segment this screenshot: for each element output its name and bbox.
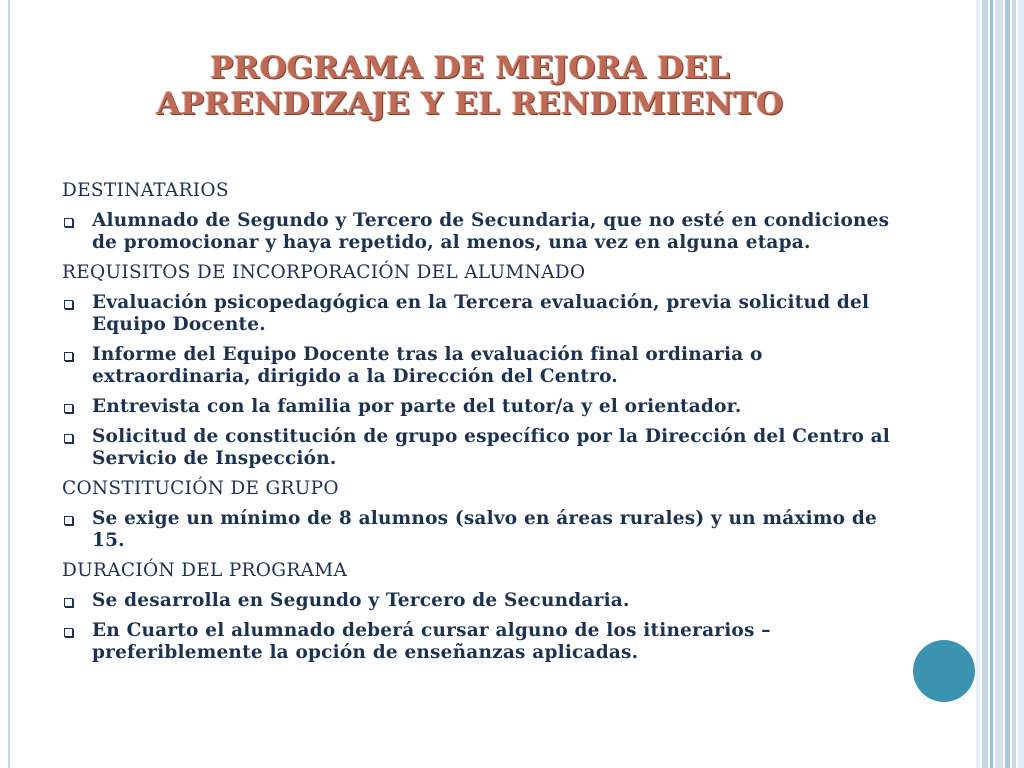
hollow-square-bullet-icon bbox=[64, 300, 73, 309]
title-line-1: PROGRAMA DE MEJORA DEL bbox=[210, 50, 730, 86]
bullet-item bbox=[62, 344, 912, 388]
stripe bbox=[1018, 0, 1024, 768]
section-requisitos bbox=[62, 262, 912, 470]
stripe bbox=[982, 0, 988, 768]
bullet-text: Se desarrolla en Segundo y Tercero de Secundaria. bbox=[92, 590, 630, 611]
bullet-text: Evaluación psicopedagógica en la Tercera evaluación, previa solicitud del Equipo Docente. bbox=[92, 292, 870, 335]
hollow-square-bullet-icon bbox=[64, 218, 73, 227]
bullet-item bbox=[62, 396, 912, 418]
blue-circle-decoration bbox=[913, 640, 975, 702]
hollow-square-bullet-icon bbox=[64, 598, 73, 607]
section-heading: CONSTITUCIÓN DE GRUPO bbox=[62, 478, 339, 499]
hollow-square-bullet-icon bbox=[64, 352, 73, 361]
bullet-item bbox=[62, 426, 912, 470]
section-heading: REQUISITOS DE INCORPORACIÓN DEL ALUMNADO bbox=[62, 262, 586, 283]
right-decorative-stripes bbox=[976, 0, 1024, 768]
bullet-text: Alumnado de Segundo y Tercero de Secundaria, que no esté en condiciones de promocionar y haya repetido, al menos, una vez en alguna etapa. bbox=[92, 210, 890, 253]
stripe bbox=[1005, 0, 1010, 768]
stripe bbox=[976, 0, 980, 768]
slide-title bbox=[60, 50, 880, 122]
stripe bbox=[1012, 0, 1016, 768]
section-destinatarios bbox=[62, 180, 912, 254]
bullet-text: En Cuarto el alumnado deberá cursar alguno de los itinerarios – preferiblemente la opción de enseñanzas aplicadas. bbox=[92, 620, 771, 663]
bullet-item bbox=[62, 590, 912, 612]
stripe bbox=[990, 0, 993, 768]
left-frame-line bbox=[8, 0, 10, 768]
slide-content bbox=[62, 180, 912, 672]
section-constitucion bbox=[62, 478, 912, 552]
hollow-square-bullet-icon bbox=[64, 516, 73, 525]
section-duracion bbox=[62, 560, 912, 664]
bullet-item bbox=[62, 210, 912, 254]
hollow-square-bullet-icon bbox=[64, 404, 73, 413]
hollow-square-bullet-icon bbox=[64, 628, 73, 637]
section-heading: DESTINATARIOS bbox=[62, 180, 229, 201]
bullet-text: Solicitud de constitución de grupo específico por la Dirección del Centro al Servicio de Inspección. bbox=[92, 426, 891, 469]
title-line-2: APRENDIZAJE Y EL RENDIMIENTO bbox=[156, 86, 784, 122]
bullet-text: Se exige un mínimo de 8 alumnos (salvo en áreas rurales) y un máximo de 15. bbox=[92, 508, 877, 551]
hollow-square-bullet-icon bbox=[64, 434, 73, 443]
bullet-item bbox=[62, 508, 912, 552]
stripe bbox=[995, 0, 1003, 768]
bullet-item bbox=[62, 292, 912, 336]
bullet-item bbox=[62, 620, 912, 664]
bullet-text: Entrevista con la familia por parte del tutor/a y el orientador. bbox=[92, 396, 742, 417]
bullet-text: Informe del Equipo Docente tras la evaluación final ordinaria o extraordinaria, dirigido a la Dirección del Centro. bbox=[92, 344, 763, 387]
section-heading: DURACIÓN DEL PROGRAMA bbox=[62, 560, 348, 581]
